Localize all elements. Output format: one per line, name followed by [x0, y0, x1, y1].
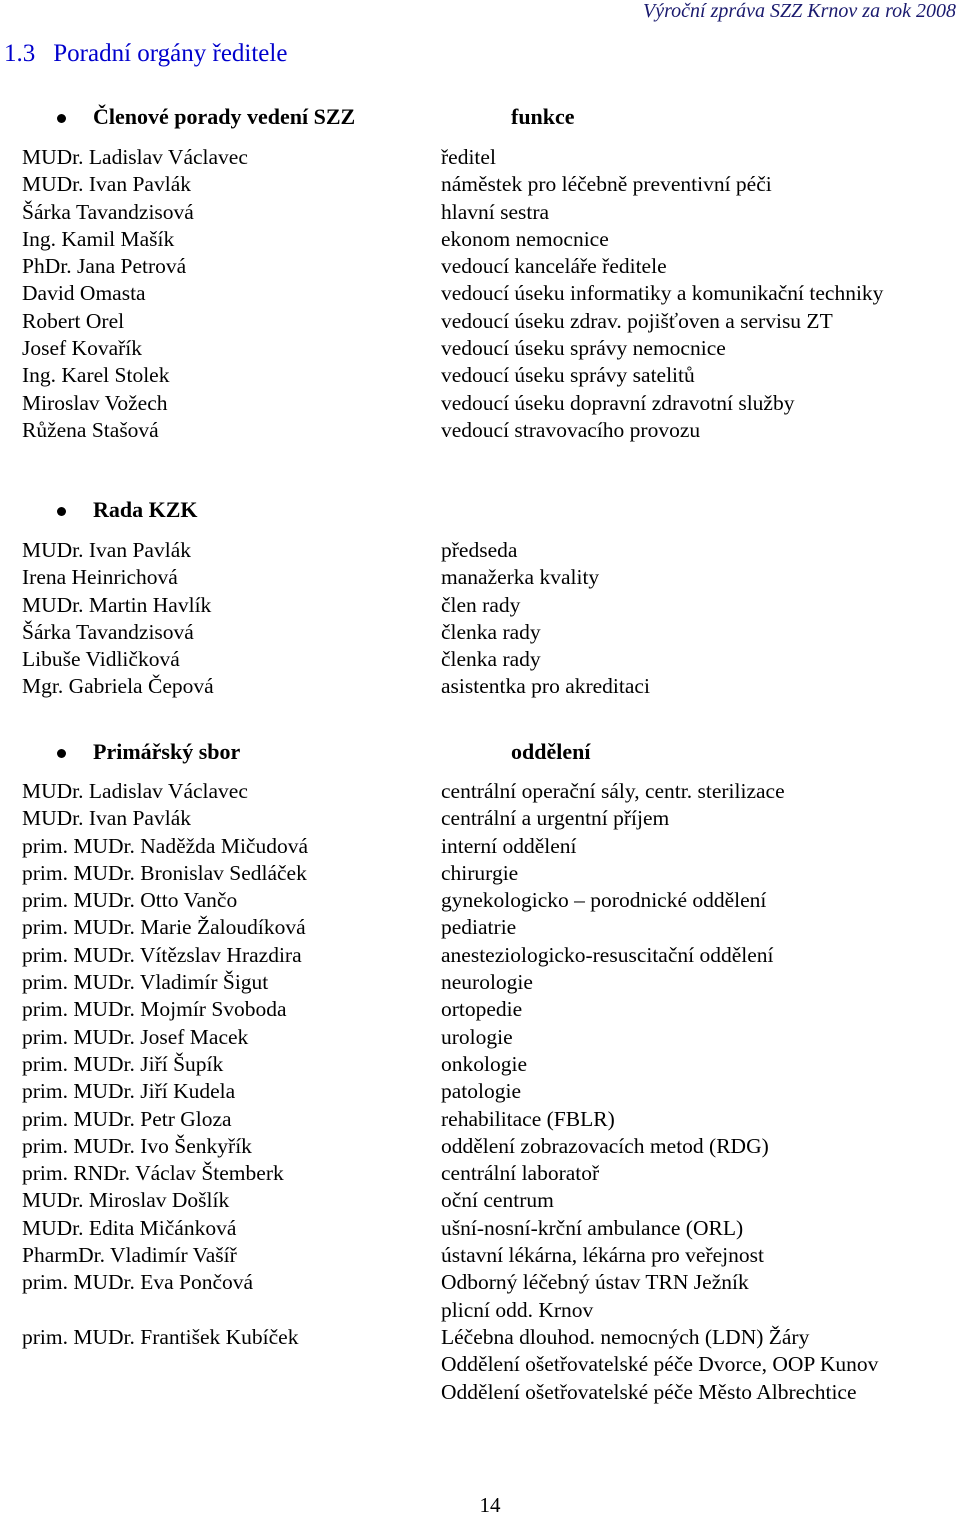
member-name: prim. MUDr. Josef Macek [22, 1024, 249, 1049]
member-department: ušní-nosní-krční ambulance (ORL) [441, 1215, 744, 1240]
member-role: členka rady [441, 647, 541, 672]
member-name: Irena Heinrichová [22, 565, 178, 590]
member-department: interní oddělení [441, 833, 577, 858]
list-item [0, 942, 960, 969]
member-name: MUDr. Miroslav Došlík [22, 1188, 230, 1213]
member-name: prim. MUDr. Bronislav Sedláček [22, 860, 307, 885]
member-name: prim. MUDr. Mojmír Svoboda [22, 997, 287, 1022]
member-role: náměstek pro léčebně preventivní péči [441, 172, 772, 197]
member-name: Ing. Kamil Mašík [22, 226, 175, 251]
member-role: ekonom nemocnice [441, 226, 609, 251]
board-header [0, 104, 960, 144]
section-number: 1.3 [4, 40, 36, 67]
list-item [0, 171, 960, 198]
member-name: Šárka Tavandzisová [22, 619, 194, 644]
member-name: Růžena Stašová [22, 417, 159, 442]
list-item [0, 592, 960, 619]
member-name: prim. MUDr. Eva Pončová [22, 1270, 254, 1295]
bullet-icon [57, 749, 66, 758]
member-department: Oddělení ošetřovatelské péče Město Albrechtice [441, 1379, 857, 1404]
list-item [0, 996, 960, 1023]
list-item [0, 253, 960, 280]
member-role: manažerka kvality [441, 565, 600, 590]
member-department: pediatrie [441, 915, 517, 940]
member-name: MUDr. Edita Mičánková [22, 1215, 237, 1240]
member-department: Odborný léčebný ústav TRN Ježník [441, 1270, 749, 1295]
member-department: chirurgie [441, 860, 519, 885]
member-name: PhDr. Jana Petrová [22, 254, 187, 279]
list-item [0, 1078, 960, 1105]
list-item [0, 417, 960, 444]
member-role: ředitel [441, 145, 496, 169]
list-item [0, 833, 960, 860]
member-name: MUDr. Ivan Pavlák [22, 172, 191, 197]
list-item [0, 362, 960, 389]
list-item [0, 335, 960, 362]
bullet-icon [57, 507, 66, 516]
list-item [0, 887, 960, 914]
list-item [0, 1324, 960, 1351]
list-item [0, 914, 960, 941]
list-item [0, 673, 960, 700]
member-department: urologie [441, 1024, 513, 1049]
member-name: prim. RNDr. Václav Štemberk [22, 1161, 284, 1186]
list-item [0, 646, 960, 673]
member-name: MUDr. Ladislav Václavec [22, 779, 248, 803]
member-department: Oddělení ošetřovatelské péče Dvorce, OOP Kunov [441, 1352, 879, 1377]
member-name: prim. MUDr. Marie Žaloudíková [22, 915, 306, 940]
member-name: prim. MUDr. Vítězslav Hrazdira [22, 942, 302, 967]
member-department: oční centrum [441, 1188, 554, 1213]
kzk-header [0, 497, 960, 537]
member-role: asistentka pro akreditaci [441, 674, 650, 699]
board-list [0, 144, 960, 444]
member-name: prim. MUDr. Jiří Šupík [22, 1051, 224, 1076]
list-item [0, 226, 960, 253]
member-role: člen rady [441, 592, 521, 617]
member-department: rehabilitace (FBLR) [441, 1106, 615, 1131]
member-role: vedoucí úseku informatiky a komunikační techniky [441, 281, 884, 306]
list-item [0, 564, 960, 591]
member-name: MUDr. Martin Havlík [22, 592, 212, 617]
primari-heading: Primářský sbor [93, 739, 241, 764]
kzk-section [0, 497, 960, 701]
member-department: anesteziologicko-resuscitační oddělení [441, 942, 774, 967]
member-name: prim. MUDr. Naděžda Mičudová [22, 833, 308, 858]
list-item [0, 144, 960, 171]
member-name: prim. MUDr. Petr Gloza [22, 1106, 232, 1131]
member-role: hlavní sestra [441, 199, 550, 224]
member-name: prim. MUDr. Jiří Kudela [22, 1079, 236, 1104]
member-department: centrální a urgentní příjem [441, 806, 670, 831]
member-department: ústavní lékárna, lékárna pro veřejnost [441, 1243, 764, 1268]
member-department: patologie [441, 1079, 522, 1104]
member-department: gynekologicko – porodnické oddělení [441, 888, 767, 913]
member-role: vedoucí úseku dopravní zdravotní služby [441, 390, 795, 415]
member-role: vedoucí úseku správy satelitů [441, 363, 695, 388]
member-role: vedoucí úseku správy nemocnice [441, 336, 726, 361]
board-section [0, 104, 960, 444]
section-title-text: Poradní orgány ředitele [53, 40, 288, 67]
member-department: centrální laboratoř [441, 1161, 600, 1186]
list-item [0, 805, 960, 832]
list-item [0, 969, 960, 996]
member-department: oddělení zobrazovacích metod (RDG) [441, 1133, 769, 1158]
primari-dept-heading: oddělení [511, 739, 591, 764]
member-name: Mgr. Gabriela Čepová [22, 674, 214, 699]
list-item [0, 1160, 960, 1187]
list-item [0, 1215, 960, 1242]
list-item [0, 390, 960, 417]
member-department: plicní odd. Krnov [441, 1297, 594, 1322]
running-header: Výroční zpráva SZZ Krnov za rok 2008 [643, 0, 956, 22]
member-role: vedoucí stravovacího provozu [441, 417, 701, 442]
primari-list [0, 778, 960, 1406]
member-name: MUDr. Ivan Pavlák [22, 806, 191, 831]
primari-header [0, 739, 960, 778]
member-name: David Omasta [22, 281, 146, 306]
member-name: prim. MUDr. František Kubíček [22, 1324, 299, 1349]
member-role: vedoucí úseku zdrav. pojišťoven a servisu ZT [441, 308, 833, 333]
member-name: MUDr. Ivan Pavlák [22, 538, 191, 562]
member-name: MUDr. Ladislav Václavec [22, 145, 248, 169]
member-name: Miroslav Vožech [22, 390, 168, 415]
list-item [0, 1269, 960, 1296]
member-name: Josef Kovařík [22, 336, 143, 361]
member-department: neurologie [441, 970, 533, 995]
member-name: prim. MUDr. Otto Vančo [22, 888, 238, 913]
member-department: centrální operační sály, centr. sterilizace [441, 779, 785, 803]
kzk-heading: Rada KZK [93, 497, 198, 522]
member-name: Libuše Vidličková [22, 647, 180, 672]
list-item [0, 280, 960, 307]
member-name: prim. MUDr. Ivo Šenkyřík [22, 1133, 252, 1158]
list-item [0, 1106, 960, 1133]
list-item [0, 537, 960, 564]
member-department: onkologie [441, 1051, 527, 1076]
member-role: vedoucí kanceláře ředitele [441, 254, 667, 279]
primari-section [0, 739, 960, 1406]
list-item [0, 619, 960, 646]
list-item [0, 1379, 960, 1406]
list-item [0, 1297, 960, 1324]
list-item [0, 199, 960, 226]
list-item [0, 1024, 960, 1051]
member-name: Šárka Tavandzisová [22, 199, 194, 224]
list-item [0, 1133, 960, 1160]
member-name: PharmDr. Vladimír Vašíř [22, 1243, 237, 1268]
list-item [0, 1242, 960, 1269]
member-name: Ing. Karel Stolek [22, 363, 170, 388]
list-item [0, 1351, 960, 1378]
list-item [0, 778, 960, 805]
kzk-list [0, 537, 960, 701]
list-item [0, 1187, 960, 1214]
member-department: Léčebna dlouhod. nemocných (LDN) Žáry [441, 1324, 810, 1349]
list-item [0, 1051, 960, 1078]
member-role: předseda [441, 538, 518, 562]
section-title [4, 40, 287, 68]
list-item [0, 860, 960, 887]
page-number: 14 [479, 1493, 501, 1517]
board-heading: Členové porady vedení SZZ [93, 104, 356, 129]
member-name: prim. MUDr. Vladimír Šigut [22, 970, 269, 995]
bullet-icon [57, 114, 66, 123]
member-department: ortopedie [441, 997, 523, 1022]
list-item [0, 308, 960, 335]
member-name: Robert Orel [22, 308, 125, 333]
member-role: členka rady [441, 619, 541, 644]
board-role-heading: funkce [511, 104, 575, 129]
